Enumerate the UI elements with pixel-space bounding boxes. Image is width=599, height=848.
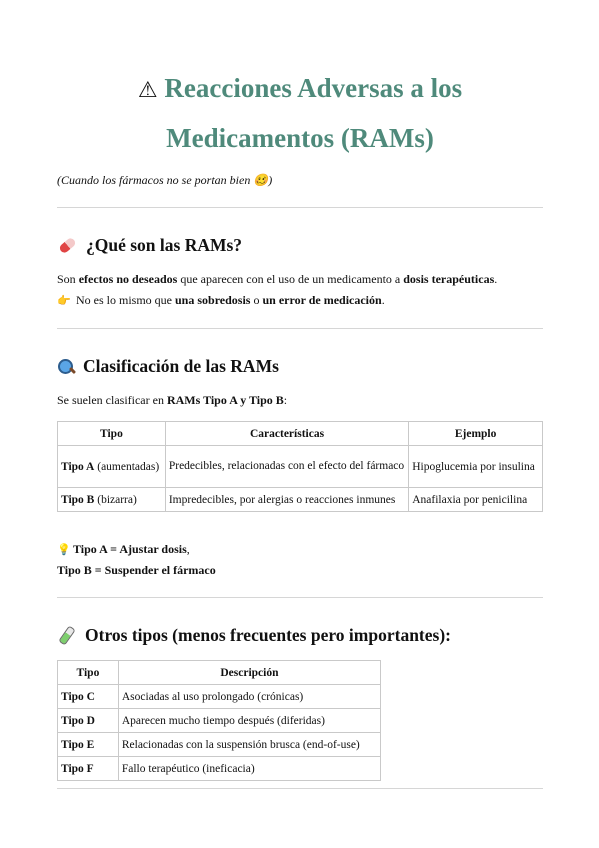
- divider: [57, 207, 543, 208]
- table-row: [58, 685, 381, 709]
- table-cell: Tipo C: [58, 685, 119, 709]
- table-header-row: [58, 661, 381, 685]
- text-span: ,: [186, 542, 190, 556]
- table-row: [58, 733, 381, 757]
- paragraph-definicion: [57, 272, 497, 287]
- bold-text: un error de medicación: [262, 293, 382, 307]
- bold-text: Tipo B = Suspender el fármaco: [57, 563, 216, 577]
- table-cell: [58, 446, 166, 488]
- table-otros-tipos: [57, 660, 381, 781]
- divider: [57, 597, 543, 598]
- table-row: [58, 757, 381, 781]
- magnifier-icon: [57, 358, 75, 376]
- table-cell: [58, 488, 166, 512]
- table-cell: Hipoglucemia por insulina: [409, 446, 543, 488]
- text-span: (aumentadas): [94, 460, 160, 473]
- table-cell: Impredecibles, por alergias o reacciones inmunes: [165, 488, 408, 512]
- table-cell: Tipo F: [58, 757, 119, 781]
- table-header-row: [58, 422, 543, 446]
- table-cell: Predecibles, relacionadas con el efecto del fármaco: [165, 446, 408, 488]
- text-span: o: [250, 293, 263, 307]
- section-heading-text: Otros tipos (menos frecuentes pero importantes):: [85, 625, 451, 645]
- text-span: (bizarra): [94, 493, 137, 506]
- woozy-face-icon: 🥴: [253, 173, 269, 187]
- title-line-2: Medicamentos (RAMs): [166, 123, 434, 153]
- text-span: No es lo mismo que: [73, 293, 175, 307]
- text-span: :: [283, 393, 288, 407]
- paragraph-diferencia: [57, 293, 385, 308]
- bold-text: Tipo B: [61, 493, 95, 506]
- table-row: [58, 446, 543, 488]
- subtitle: [57, 173, 272, 188]
- section-heading-text: ¿Qué son las RAMs?: [86, 235, 243, 255]
- table-clasificacion: [57, 421, 543, 512]
- text-span: .: [494, 272, 498, 286]
- pointing-hand-icon: 👉: [57, 295, 71, 307]
- tip-line-1: [57, 542, 190, 557]
- table-cell: Relacionadas con la suspensión brusca (end-of-use): [118, 733, 380, 757]
- table-row: [58, 488, 543, 512]
- bold-text: efectos no deseados: [78, 272, 178, 286]
- warning-icon: ⚠: [137, 77, 158, 102]
- text-span: Son: [57, 272, 79, 286]
- divider: [57, 788, 543, 789]
- paragraph-intro: [57, 393, 287, 408]
- section-heading-que-son: [57, 235, 242, 256]
- text-span: .: [381, 293, 385, 307]
- subtitle-text: (Cuando los fármacos no se portan bien: [57, 173, 251, 187]
- section-heading-clasificacion: [57, 356, 279, 377]
- bold-text: Tipo A: [61, 460, 95, 473]
- table-cell: Tipo D: [58, 709, 119, 733]
- column-header: Tipo: [58, 661, 119, 685]
- divider: [57, 328, 543, 329]
- section-heading-text: Clasificación de las RAMs: [83, 356, 279, 376]
- column-header: Características: [165, 422, 408, 446]
- table-cell: Anafilaxia por penicilina: [409, 488, 543, 512]
- section-heading-otros-tipos: [57, 625, 451, 646]
- column-header: Tipo: [58, 422, 166, 446]
- table-cell: Tipo E: [58, 733, 119, 757]
- test-tube-icon: [58, 625, 75, 645]
- column-header: Ejemplo: [409, 422, 543, 446]
- lightbulb-icon: 💡: [57, 544, 71, 556]
- bold-text: dosis terapéuticas: [403, 272, 495, 286]
- page-title: [57, 64, 543, 162]
- text-span: que aparecen con el uso de un medicamento a: [177, 272, 404, 286]
- pill-icon: [58, 237, 77, 255]
- table-row: [58, 709, 381, 733]
- subtitle-close: ): [268, 173, 273, 187]
- title-line-1: Reacciones Adversas a los: [164, 73, 463, 103]
- bold-text: Tipo A = Ajustar dosis: [73, 542, 187, 556]
- table-cell: Fallo terapéutico (ineficacia): [118, 757, 380, 781]
- column-header: Descripción: [118, 661, 380, 685]
- tip-line-2: [57, 563, 216, 578]
- text-span: Se suelen clasificar en: [57, 393, 167, 407]
- bold-text: una sobredosis: [175, 293, 251, 307]
- table-cell: Asociadas al uso prolongado (crónicas): [118, 685, 380, 709]
- bold-text: RAMs Tipo A y Tipo B: [166, 393, 284, 407]
- table-cell: Aparecen mucho tiempo después (diferidas): [118, 709, 380, 733]
